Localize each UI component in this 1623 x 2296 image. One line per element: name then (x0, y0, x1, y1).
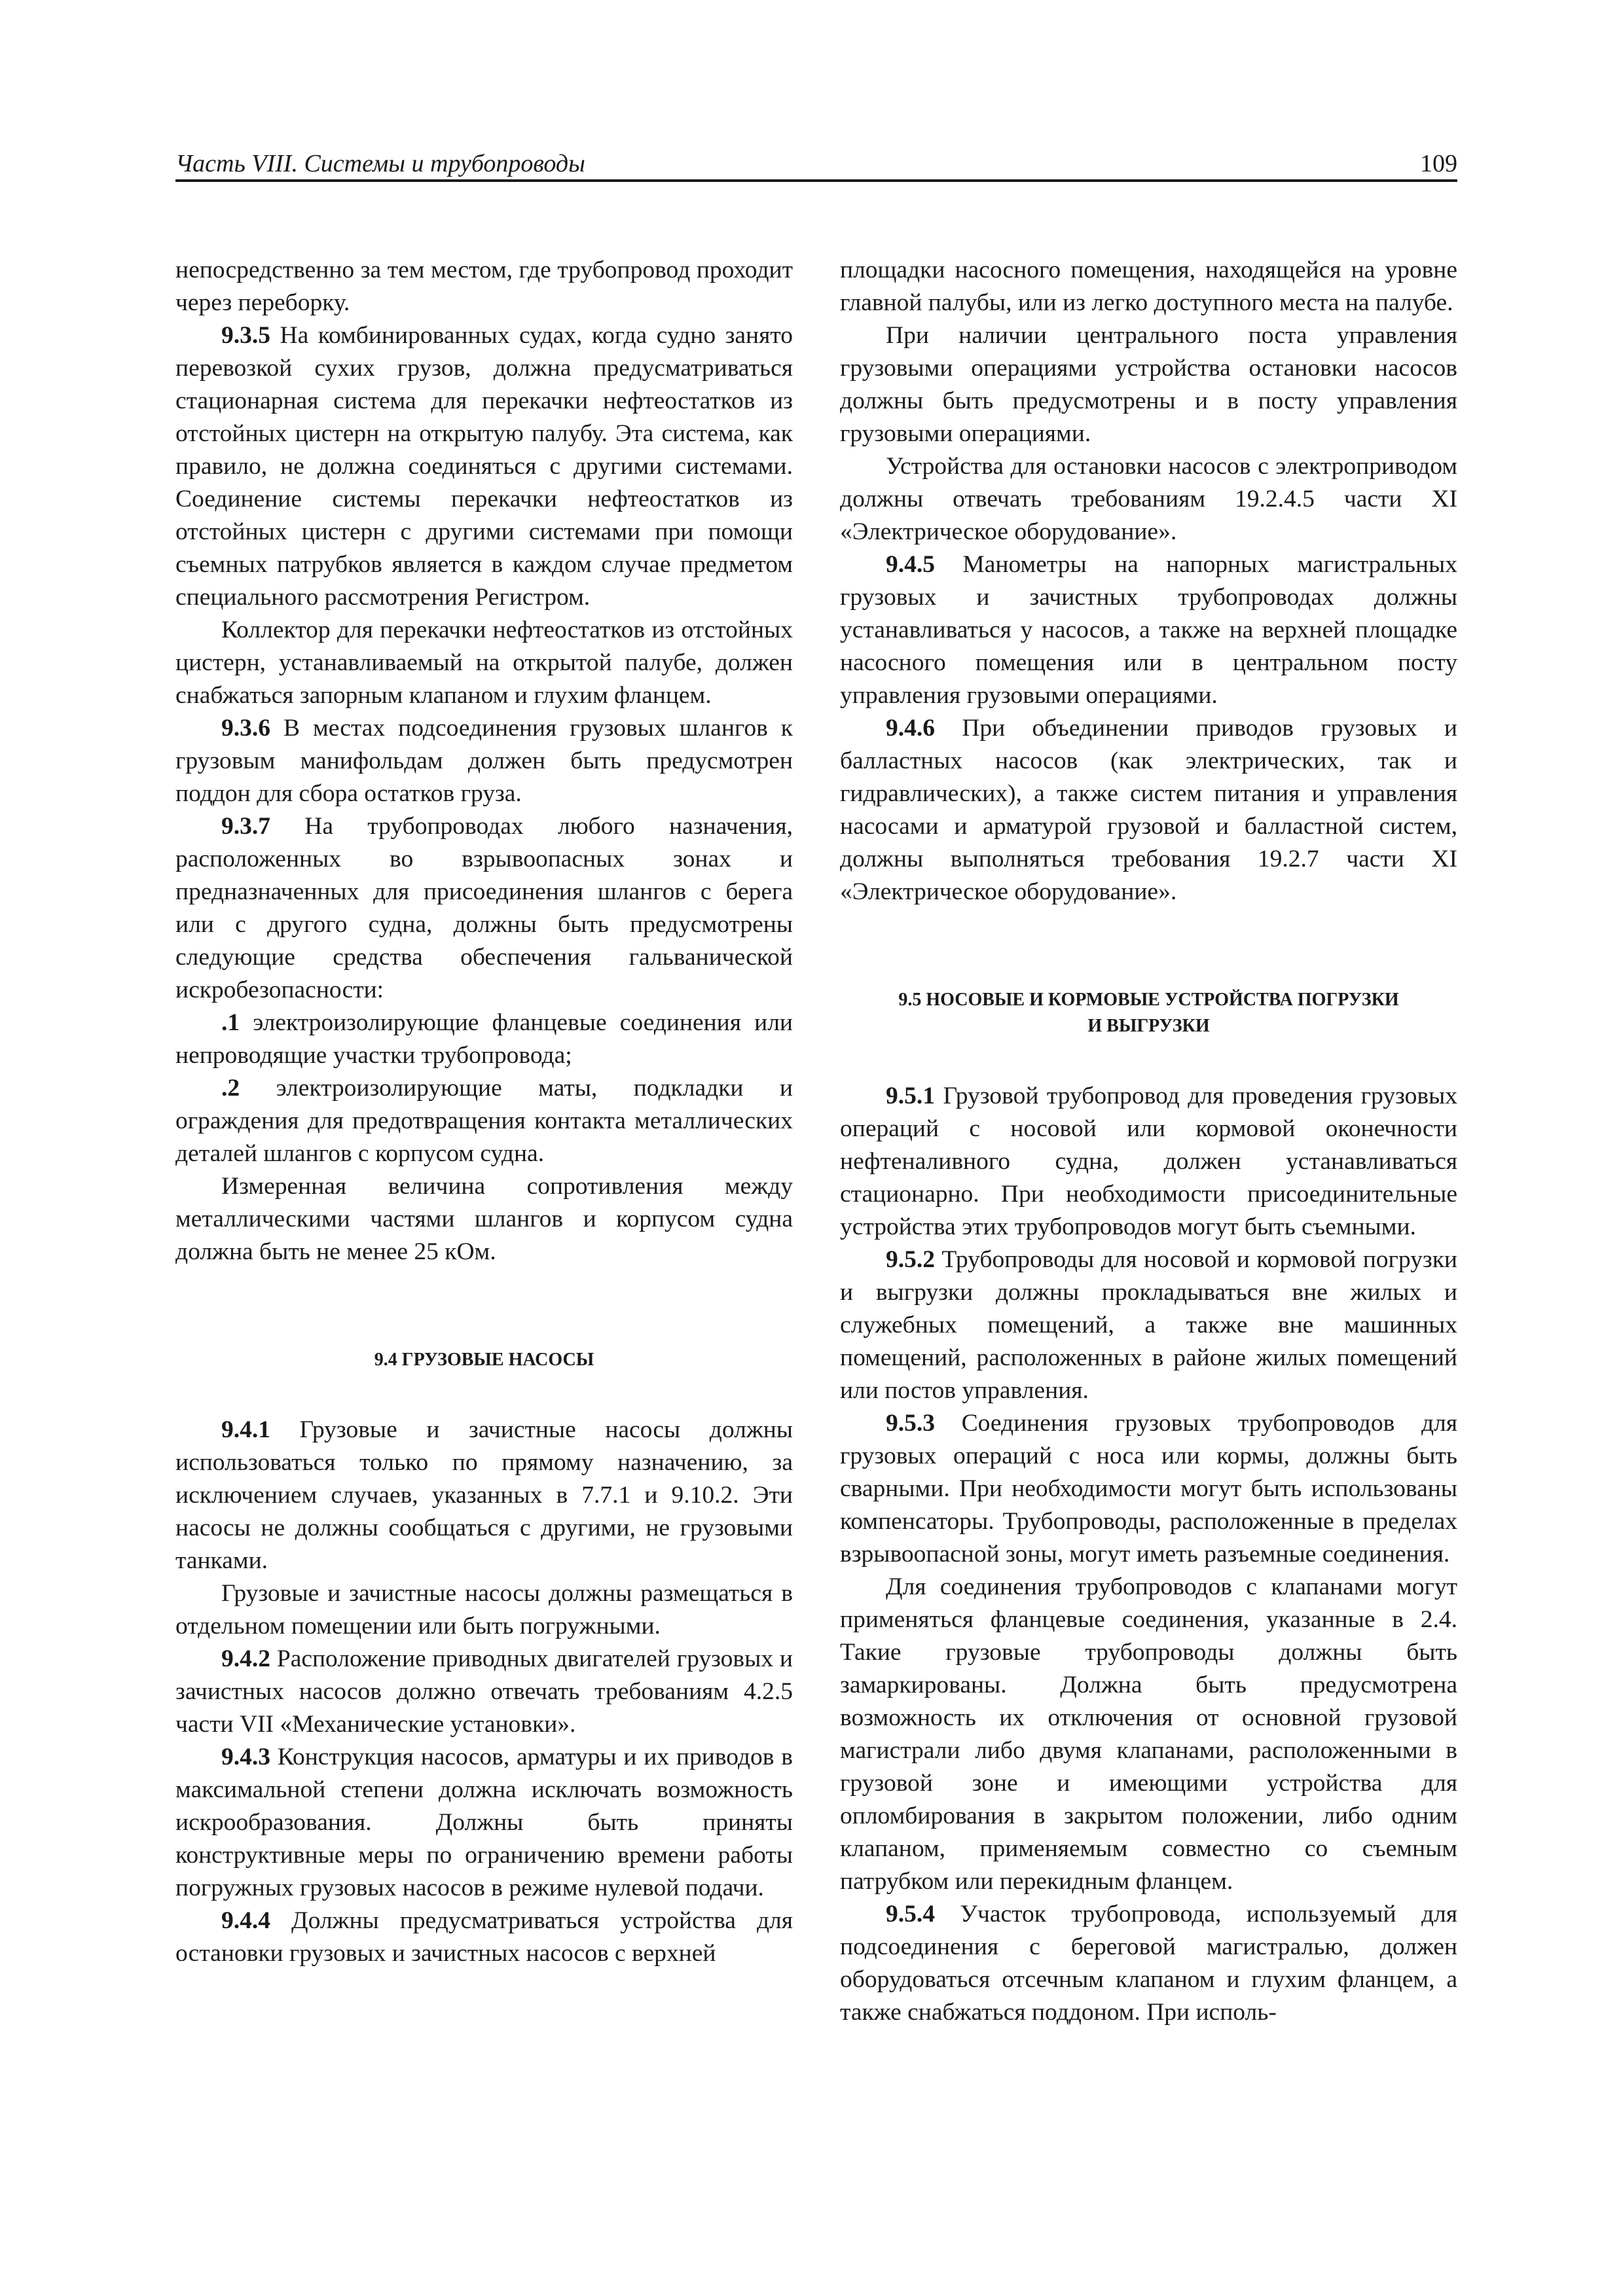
section-heading-9-4: 9.4 ГРУЗОВЫЕ НАСОСЫ (374, 1350, 594, 1370)
paragraph-9-4-3: 9.4.3 Конструкция насосов, арматуры и их приводов в максимальной степени должна исключать возможность искрообразования. Должны быть приняты конструктивные меры по ограничению времени работы погружных грузовых насосов в режиме нулевой подачи. (175, 1744, 793, 1901)
paragraph-9-4-4: 9.4.4 Должны предусматриваться устройства для остановки грузовых и зачистных насосов с верхней (175, 1907, 793, 1967)
paragraph-9-5-3: 9.5.3 Соединения грузовых трубопроводов для грузовых операций с носа или кормы, должны быть сварными. При необходимости могут быть использованы компенсаторы. Трубопроводы, расположенные в пределах взрывоопасной зоны, могут иметь разъемные соединения. (840, 1410, 1457, 1568)
paragraph-9-4-6: 9.4.6 При объединении приводов грузовых и балластных насосов (как электрических, так и гидравлических), а также систем питания и управления насосами и арматурой грузовой и балластной систем, должны выполняться требования 19.2.7 части XI «Электрическое оборудование». (840, 715, 1457, 905)
clause-number: 9.3.5 (221, 322, 270, 349)
paragraph-9-3-5: 9.3.5 На комбинированных судах, когда судно занято перевозкой сухих грузов, должна предусматриваться стационарная система для перекачки нефтеостатков из отстойных цистерн на открытую палубу. Эта система, как правило, не должна соединяться с другими системами. Соединение системы перекачки нефтеостатков из отстойных цистерн с другими системами при помощи съемных патрубков является в каждом случае предметом специального рассмотрения Регистром. (175, 322, 793, 611)
paragraph-9-3-6: 9.3.6 В местах подсоединения грузовых шлангов к грузовым манифольдам должен быть предусмотрен поддон для сбора остатков груза. (175, 715, 793, 807)
paragraph-9-5-2: 9.5.2 Трубопроводы для носовой и кормовой погрузки и выгрузки должны прокладываться вне жилых и служебных помещений, а также вне машинных помещений, расположенных в районе жилых помещений или постов управления. (840, 1246, 1457, 1404)
right-column (840, 254, 1457, 2029)
running-header (175, 145, 1457, 182)
paragraph-9-4-1: 9.4.1 Грузовые и зачистные насосы должны использоваться только по прямому назначению, за исключением случаев, указанных в 7.7.1 и 9.10.2. Эти насосы не должны сообщаться с другими, не грузовыми танками. (175, 1416, 793, 1574)
clause-number: 9.4.1 (221, 1416, 270, 1443)
paragraph-9-4-5: 9.4.5 Манометры на напорных магистральных грузовых и зачистных трубопроводах должны устанавливаться у насосов, а также на верхней площадке насосного помещения или в центральном посту управления грузовыми операциями. (840, 551, 1457, 709)
paragraph: Измеренная величина сопротивления между металлическими частями шлангов и корпусом судна должна быть не менее 25 кОм. (175, 1173, 793, 1265)
clause-number: 9.5.1 (886, 1083, 935, 1109)
paragraph: площадки насосного помещения, находящейся на уровне главной палубы, или из легко доступного места на палубе. (840, 257, 1457, 316)
clause-number: 9.3.7 (221, 813, 270, 840)
clause-number: 9.5.3 (886, 1410, 935, 1437)
clause-number: 9.4.4 (221, 1907, 270, 1934)
paragraph-9-5-4: 9.5.4 Участок трубопровода, используемый для подсоединения с береговой магистралью, должен оборудоваться отсечным клапаном и глухим фланцем, а также снабжаться поддоном. При исполь- (840, 1901, 1457, 2026)
paragraph-9-5-1: 9.5.1 Грузовой трубопровод для проведения грузовых операций с носовой или кормовой оконечности нефтеналивного судна, должен устанавливаться стационарно. При необходимости присоединительные устройства этих трубопроводов могут быть съемными. (840, 1083, 1457, 1240)
paragraph: Устройства для остановки насосов с электроприводом должны отвечать требованиям 19.2.4.5 части XI «Электрическое оборудование». (840, 453, 1457, 545)
clause-number: 9.4.3 (221, 1744, 270, 1770)
list-item-2: .2 электроизолирующие маты, подкладки и ограждения для предотвращения контакта металлических деталей шлангов с корпусом судна. (175, 1075, 793, 1167)
paragraph: Коллектор для перекачки нефтеостатков из отстойных цистерн, устанавливаемый на открытой палубе, должен снабжаться запорным клапаном и глухим фланцем. (175, 617, 793, 709)
list-item-1: .1 электроизолирующие фланцевые соединения или непроводящие участки трубопровода; (175, 1009, 793, 1069)
left-column (175, 254, 793, 1970)
paragraph: При наличии центрального поста управления грузовыми операциями устройства остановки насосов должны быть предусмотрены и в посту управления грузовыми операциями. (840, 322, 1457, 447)
list-number: .1 (221, 1009, 240, 1036)
section-heading-9-5: 9.5 НОСОВЫЕ И КОРМОВЫЕ УСТРОЙСТВА ПОГРУЗКИ И ВЫГРУЗКИ (898, 990, 1399, 1036)
clause-number: 9.4.6 (886, 715, 935, 742)
page-number: 109 (1420, 150, 1457, 177)
clause-number: 9.5.2 (886, 1246, 935, 1273)
paragraph: непосредственно за тем местом, где трубопровод проходит через переборку. (175, 257, 793, 316)
paragraph: Грузовые и зачистные насосы должны размещаться в отдельном помещении или быть погружными. (175, 1580, 793, 1640)
paragraph-9-3-7: 9.3.7 На трубопроводах любого назначения, расположенных во взрывоопасных зонах и предназначенных для присоединения шлангов с берега или с другого судна, должны быть предусмотрены следующие средства обеспечения гальванической искробезопасности: (175, 813, 793, 1003)
clause-number: 9.5.4 (886, 1901, 935, 1928)
clause-number: 9.4.2 (221, 1645, 270, 1672)
list-number: .2 (221, 1075, 240, 1102)
clause-number: 9.3.6 (221, 715, 270, 742)
header-title: Часть VIII. Системы и трубопроводы (175, 150, 585, 177)
paragraph-9-4-2: 9.4.2 Расположение приводных двигателей грузовых и зачистных насосов должно отвечать требованиям 4.2.5 части VII «Механические установки». (175, 1645, 793, 1738)
clause-number: 9.4.5 (886, 551, 935, 578)
paragraph: Для соединения трубопроводов с клапанами могут применяться фланцевые соединения, указанные в 2.4. Такие грузовые трубопроводы должны быть замаркированы. Должна быть предусмотрена возможность их отключения от основной грузовой магистрали либо двумя клапанами, расположенными в грузовой зоне и имеющими устройства для опломбирования в закрытом положении, либо одним клапаном, применяемым совместно со съемным патрубком или перекидным фланцем. (840, 1573, 1457, 1895)
